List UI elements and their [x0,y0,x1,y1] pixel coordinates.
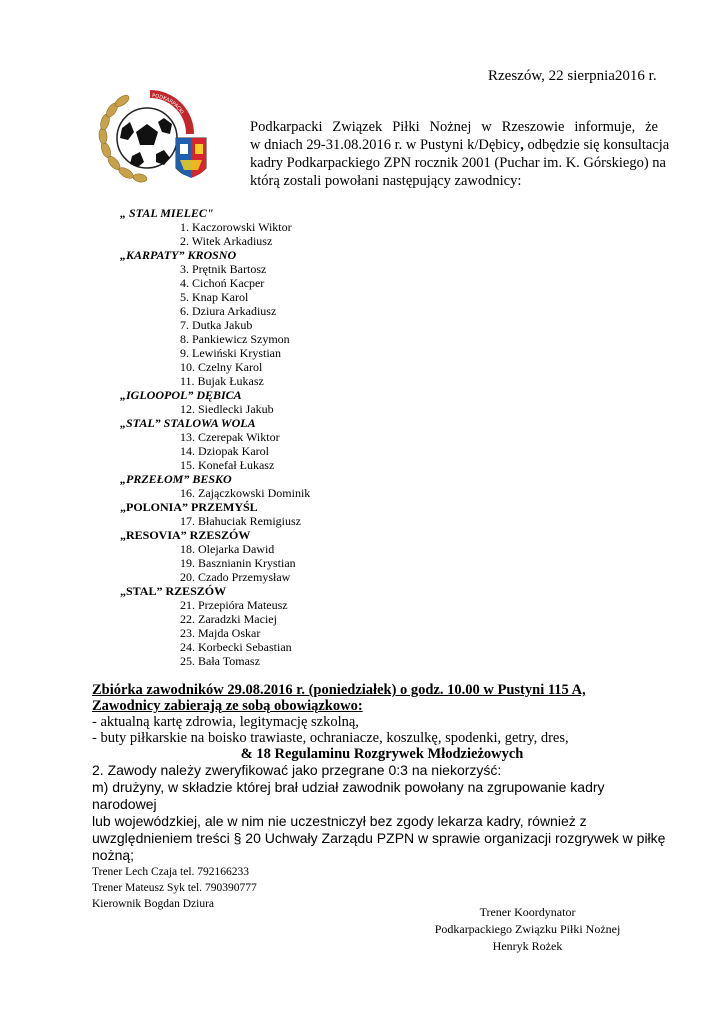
regulation-heading: & 18 Regulaminu Rozgrywek Młodzieżowych [240,746,524,762]
date-line: Rzeszów, 22 sierpnia2016 r. [488,68,657,84]
intro-line-2: w dniach 29-31.08.2016 r. w Pustyni k/Dębicy, odbędzie się konsultacja [250,137,670,153]
club-heading: „POLONIA” PRZEMYŚL [120,500,258,514]
player-entry: 14. Dziopak Karol [180,444,269,458]
player-entry: 7. Dutka Jakub [180,318,253,332]
player-entry: 4. Cichoń Kacper [180,276,265,290]
player-entry: 20. Czado Przemysław [180,570,291,584]
signature-title: Trener Koordynator [479,905,576,919]
contact-line-1: Trener Lech Czaja tel. 792166233 [92,866,250,878]
club-heading: „STAL” STALOWA WOLA [120,416,256,430]
player-entry: 22. Zaradzki Maciej [180,612,277,626]
regulation-para-2: m) drużyny, w składzie której brał udział zawodnik powołany na zgrupowanie kadry narodowej [92,779,605,812]
signature-block [420,904,635,955]
club-heading: „STAL” RZESZÓW [120,584,227,598]
player-entry: 11. Bujak Łukasz [180,374,264,388]
player-entry: 8. Pankiewicz Szymon [180,332,290,346]
intro-paragraph [250,118,670,190]
player-entry: 5. Knap Karol [180,290,249,304]
club-heading: „KARPATY” KROSNO [120,248,237,262]
player-entry: 23. Majda Oskar [180,626,261,640]
notice-section [92,682,672,912]
player-entry: 15. Konefał Łukasz [180,458,275,472]
player-entry: 1. Kaczorowski Wiktor [180,220,292,234]
player-entry: 6. Dziura Arkadiusz [180,304,277,318]
bring-item-1: - aktualną kartę zdrowia, legitymację szkolną, [92,714,359,730]
player-entry: 17. Błahuciak Remigiusz [180,514,301,528]
club-heading: „PRZEŁOM” BESKO [120,472,232,486]
regulation-para-1: 2. Zawody należy zweryfikować jako przegrane 0:3 na niekorzyść: [92,762,502,778]
intro-line-1: Podkarpacki Związek Piłki Nożnej w Rzeszowie informuje, że [250,119,658,135]
intro-line-3: kadry Podkarpackiego ZPN rocznik 2001 (Puchar im. K. Górskiego) na [250,155,666,171]
player-entry: 3. Prętnik Bartosz [180,262,267,276]
svg-text:PODKARPACKI: PODKARPACKI [151,92,185,116]
pzpn-logo [92,88,210,188]
player-entry: 9. Lewiński Krystian [180,346,281,360]
player-entry: 19. Basznianin Krystian [180,556,296,570]
bring-item-2: - buty piłkarskie na boisko trawiaste, ochraniacze, koszulkę, spodenki, getry, dres, [92,730,569,746]
bring-header: Zawodnicy zabierają ze sobą obowiązkowo: [92,698,363,714]
regulation-para-4: uwzględnieniem treści § 20 Uchwały Zarządu PZPN w sprawie organizacji rozgrywek w piłkę [92,830,666,846]
player-entry: 21. Przepióra Mateusz [180,598,288,612]
player-entry: 25. Bała Tomasz [180,654,260,668]
signature-org: Podkarpackiego Związku Piłki Nożnej [434,922,621,936]
club-heading: „RESOVIA” RZESZÓW [120,528,251,542]
player-entry: 13. Czerepak Wiktor [180,430,280,444]
regulation-para-5: nożną; [92,847,135,863]
club-heading: „ STAL MIELEC" [120,206,214,220]
signature-name: Henryk Rożek [492,939,563,953]
player-entry: 16. Zajączkowski Dominik [180,486,311,500]
player-entry: 2. Witek Arkadiusz [180,234,273,248]
player-entry: 12. Siedlecki Jakub [180,402,274,416]
assembly-line: Zbiórka zawodników 29.08.2016 r. (poniedziałek) o godz. 10.00 w Pustyni 115 A, [92,682,586,698]
regulation-para-3: lub wojewódzkiej, ale w nim nie uczestniczył bez zgody lekarza kadry, również z [92,813,587,829]
player-entry: 24. Korbecki Sebastian [180,640,292,654]
club-heading: „IGLOOPOL” DĘBICA [120,388,242,402]
intro-line-4: którą zostali powołani następujący zawodnicy: [250,173,522,189]
contact-line-3: Kierownik Bogdan Dziura [92,898,214,910]
player-entry: 10. Czelny Karol [180,360,263,374]
contact-line-2: Trener Mateusz Syk tel. 790390777 [92,882,257,894]
player-entry: 18. Olejarka Dawid [180,542,275,556]
